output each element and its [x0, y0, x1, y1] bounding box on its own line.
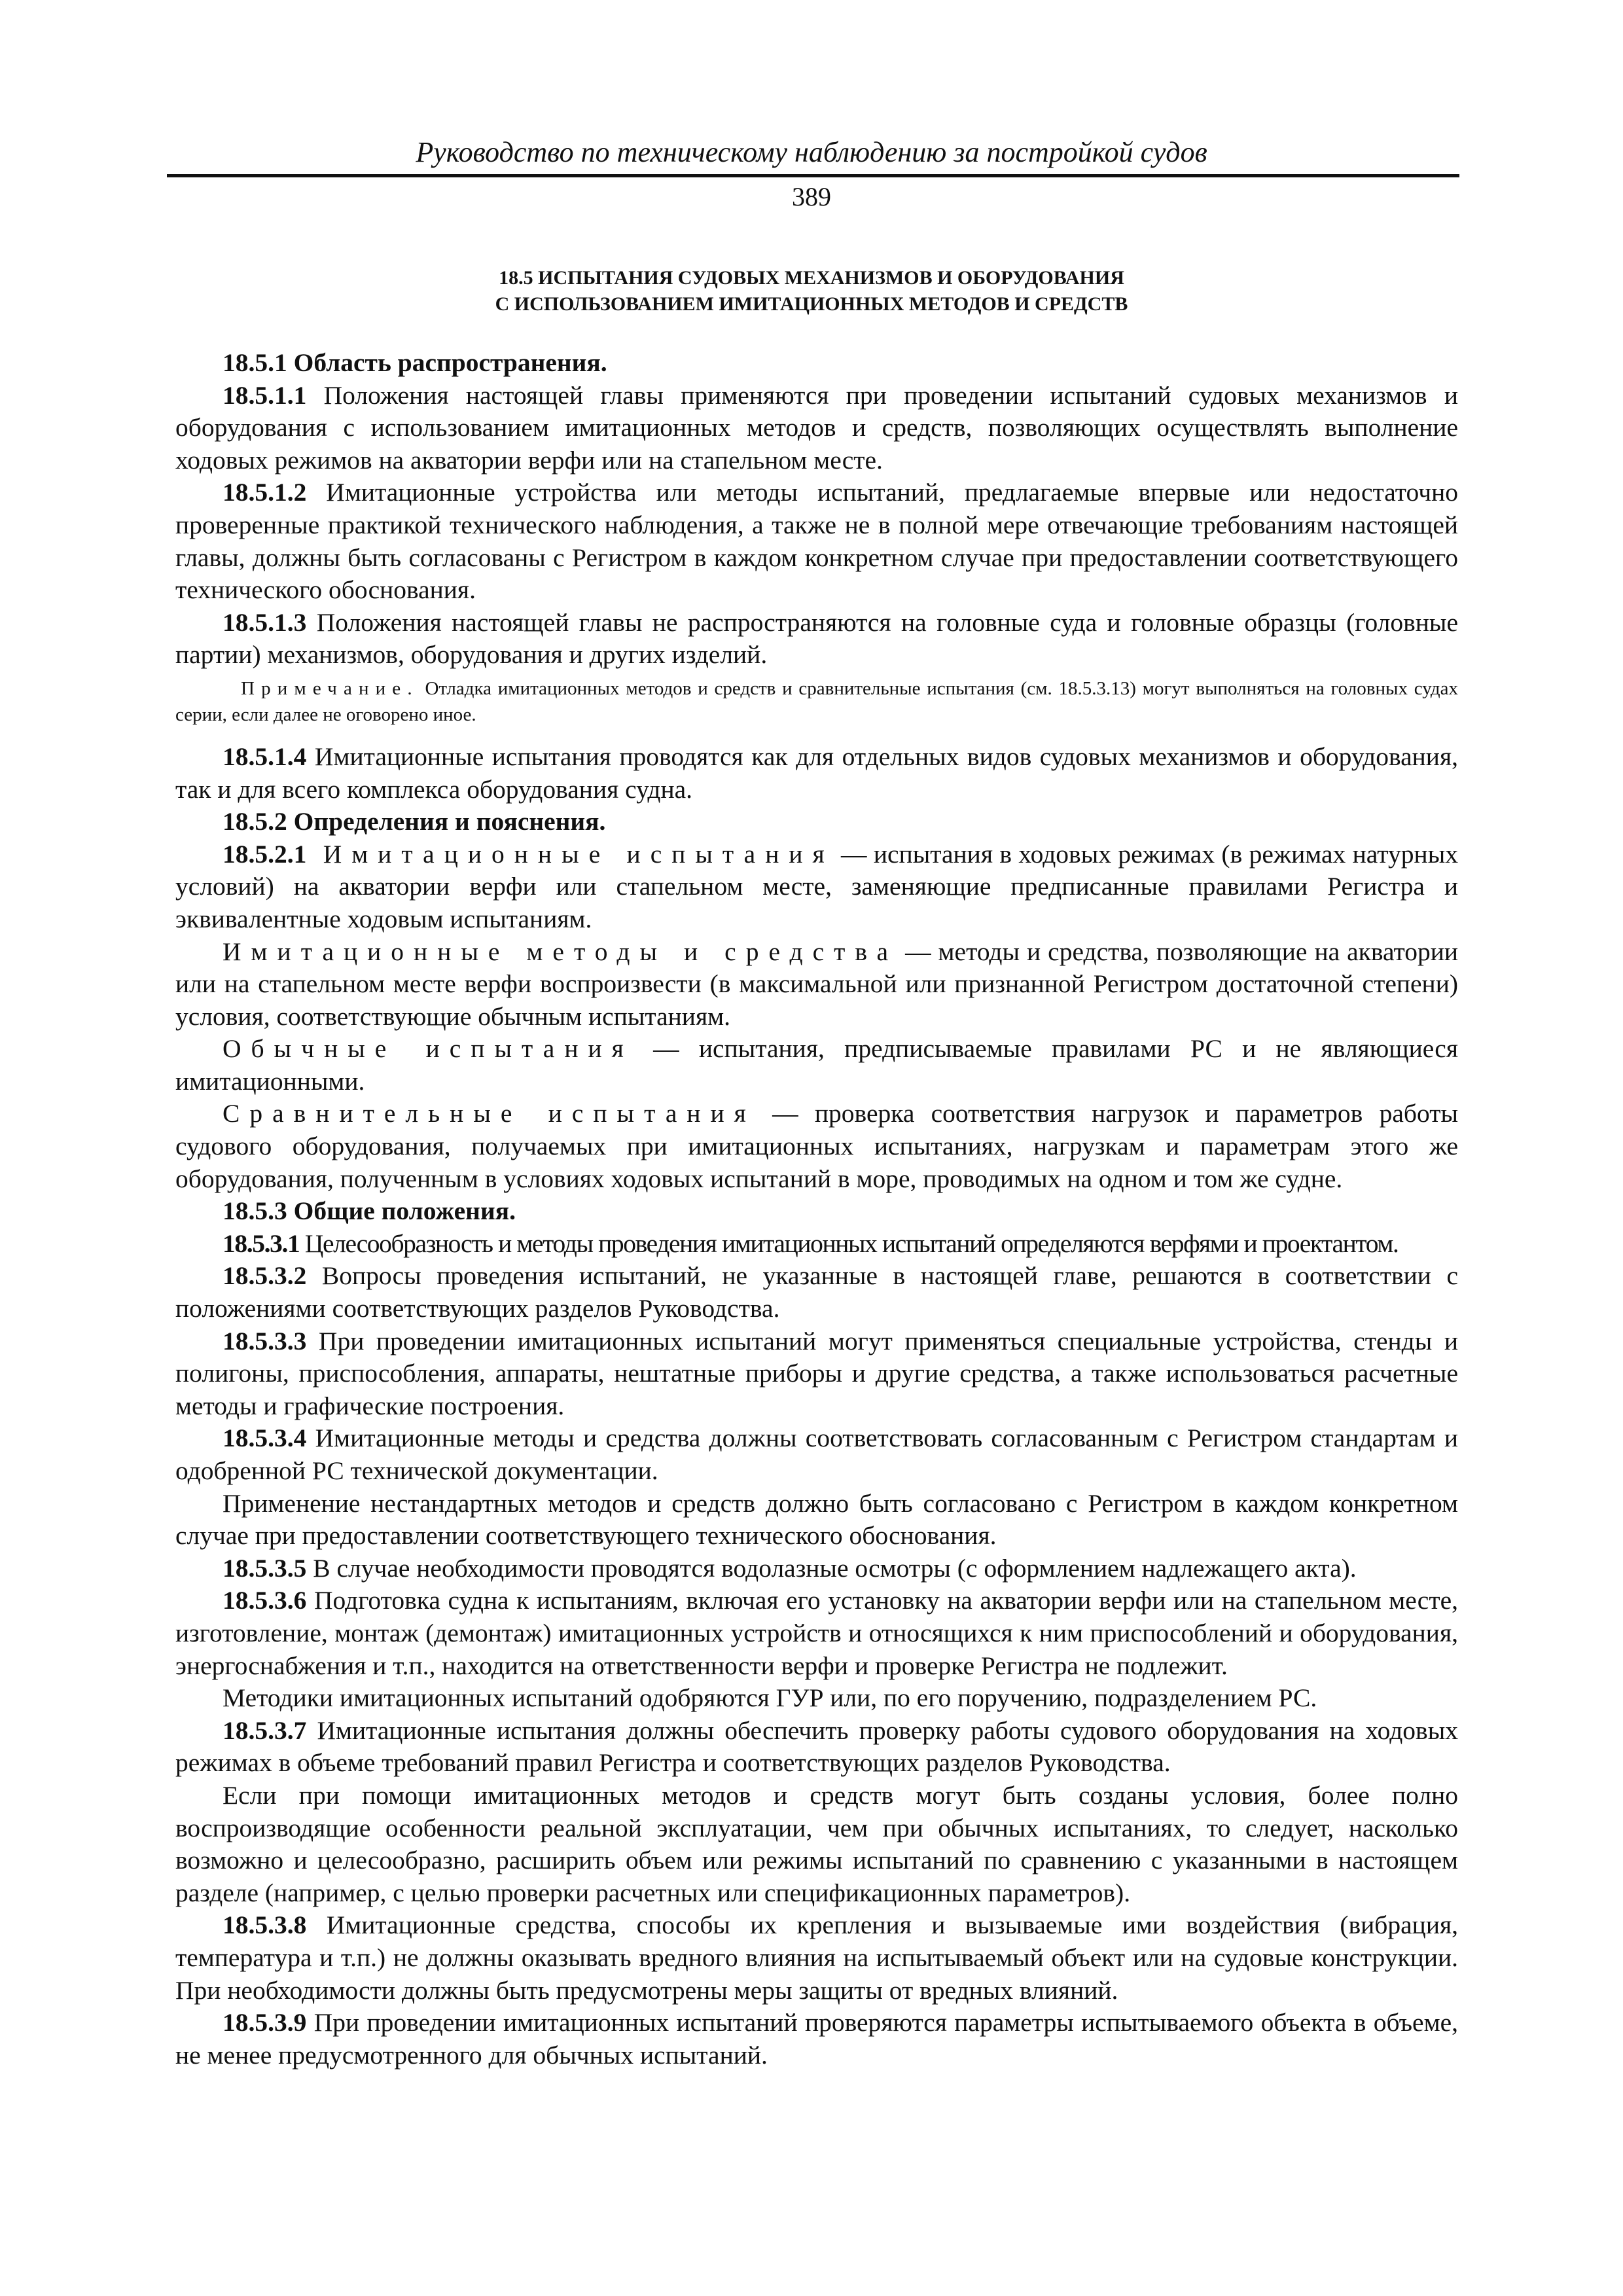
clause-text: Имитационные средства, способы их крепления и вызываемые ими воздействия (вибрация, температура и т.п.) не должны оказывать вредного влияния на испытываемый объект или на судовые конструкции. При необходимости должны быть предусмотрены меры защиты от вредных влияний. [175, 1910, 1458, 2005]
note-text: Отладка имитационных методов и средств и сравнительные испытания (см. 18.5.3.13) могут выполняться на головных судах серии, если далее не оговорено иное. [175, 677, 1458, 725]
clause-number: 18.5.3.5 [223, 1553, 307, 1583]
clause-text: Вопросы проведения испытаний, не указанные в настоящей главе, решаются в соответствии с положениями соответствующих разделов Руководства. [175, 1261, 1458, 1323]
definition-text: — методы и средства, позволяющие на акватории или на стапельном месте верфи воспроизвести (в максимальной или признанной Регистром достаточной степени) условия, соответствующие обычным испытаниям. [175, 937, 1458, 1031]
definition-ordinary-tests [175, 1033, 1458, 1098]
page-number: 389 [792, 182, 831, 211]
clause-number: 18.5.1.1 [223, 380, 307, 410]
clause-number: 18.5.3.6 [223, 1586, 307, 1615]
clause-18-5-1-1 [175, 380, 1458, 477]
clause-number: 18.5.3.3 [223, 1326, 307, 1355]
clause-number: 18.5.3.1 [223, 1229, 300, 1258]
clause-18-5-1-3 [175, 607, 1458, 672]
clause-number: 18.5.3.8 [223, 1910, 307, 1940]
clause-18-5-3-6 [175, 1585, 1458, 1682]
clause-text: В случае необходимости проводятся водолазные осмотры (с оформлением надлежащего акта). [306, 1553, 1357, 1583]
definition-comparative-tests [175, 1098, 1458, 1195]
clause-number: 18.5.3.4 [223, 1424, 307, 1453]
clause-text: Положения настоящей главы применяются при проведении испытаний судовых механизмов и оборудования с использованием имитационных методов и средств, позволяющих осуществлять выполнение ходовых режимов на акватории верфи или на стапельном месте. [175, 380, 1458, 475]
clause-number: 18.5.3.2 [223, 1261, 307, 1291]
page-body [175, 347, 1458, 2072]
definition-text: — испытания, предписываемые правилами РС и не являющиеся имитационными. [175, 1034, 1458, 1096]
clause-text: При проведении имитационных испытаний могут применяться специальные устройства, стенды и полигоны, приспособления, аппараты, нештатные приборы и другие средства, а также использоваться расчетные методы и графические построения. [175, 1326, 1458, 1420]
clause-18-5-3-6-continued: Методики имитационных испытаний одобряются ГУР или, по его поручению, подразделением РС. [223, 1683, 1317, 1713]
defined-term: Имитационные методы и средства [223, 937, 899, 966]
clause-18-5-3-5 [175, 1552, 1458, 1585]
clause-18-5-3-1 [175, 1228, 1458, 1261]
clause-text: — испытания в ходовых режимах (в режимах натурных условий) на акватории верфи или стапельном месте, заменяющие предписанные правилами Регистра и эквивалентные ходовым испытаниям. [175, 839, 1458, 933]
section-title-line-2: С ИСПОЛЬЗОВАНИЕМ ИМИТАЦИОННЫХ МЕТОДОВ И СРЕДСТВ [495, 293, 1128, 315]
clause-text: Имитационные испытания проводятся как для отдельных видов судовых механизмов и оборудования, так и для всего комплекса оборудования судна. [175, 742, 1458, 804]
clause-text: При проведении имитационных испытаний проверяются параметры испытываемого объекта в объеме, не менее предусмотренного для обычных испытаний. [175, 2008, 1458, 2070]
clause-text: Целесообразность и методы проведения имитационных испытаний определяются верфями и проектантом. [299, 1229, 1399, 1258]
definition-imitation-methods [175, 936, 1458, 1033]
clause-text: Подготовка судна к испытаниям, включая его установку на акватории верфи или на стапельном месте, изготовление, монтаж (демонтаж) имитационных устройств и относящихся к ним приспособлений и оборудования, энергоснабжения и т.п., находится на ответственности верфи и проверке Регистра не подлежит. [175, 1586, 1458, 1680]
clause-18-5-3-4 [175, 1422, 1458, 1487]
clause-18-5-2-1 [175, 838, 1458, 936]
clause-number: 18.5.1.2 [223, 478, 307, 507]
clause-text: Положения настоящей главы не распространяются на головные суда и головные образцы (головные партии) механизмов, оборудования и других изделий. [175, 607, 1458, 670]
defined-term: Имитационные испытания [306, 839, 834, 869]
clause-18-5-3-7 [175, 1715, 1458, 1780]
clause-number: 18.5.3.7 [223, 1715, 307, 1745]
clause-number: 18.5.2.1 [223, 839, 307, 869]
clause-18-5-3-3 [175, 1325, 1458, 1423]
header-rule [167, 174, 1459, 177]
clause-text: Имитационные испытания должны обеспечить проверку работы судового оборудования на ходовых режимах в объеме требований правил Регистра и соответствующих разделов Руководства. [175, 1715, 1458, 1778]
section-title [167, 265, 1456, 317]
clause-18-5-1-4 [175, 741, 1458, 806]
clause-18-5-3-9 [175, 2007, 1458, 2072]
clause-text: Имитационные методы и средства должны соответствовать согласованным с Регистром стандартам и одобренной РС технической документации. [175, 1424, 1458, 1485]
clause-text: Имитационные устройства или методы испытаний, предлагаемые впервые или недостаточно проверенные практикой технического наблюдения, а также не в полной мере отвечающие требованиям настоящей главы, должны быть согласованы с Регистром в каждом конкретном случае при предоставлении соответствующего технического обоснования. [175, 478, 1458, 605]
subsection-heading: 18.5.2 Определения и пояснения. [223, 807, 606, 836]
subsection-heading: 18.5.1 Область распространения. [223, 348, 607, 377]
section-title-line-1: 18.5 ИСПЫТАНИЯ СУДОВЫХ МЕХАНИЗМОВ И ОБОРУДОВАНИЯ [499, 267, 1124, 289]
clause-number: 18.5.1.4 [223, 742, 307, 771]
clause-18-5-3-7-continued: Если при помощи имитационных методов и средств могут быть созданы условия, более полно воспроизводящие особенности реальной эксплуатации, чем при обычных испытаниях, то следует, насколько возможно и целесообразно, расширить объем или режимы испытаний по сравнению с указанными в настоящем разделе (например, с целью проверки расчетных или спецификационных параметров). [175, 1780, 1458, 1907]
running-header: Руководство по техническому наблюдению за постройкой судов [416, 136, 1207, 168]
clause-18-5-1-2 [175, 476, 1458, 606]
defined-term: Обычные испытания [223, 1034, 633, 1064]
defined-term: Сравнительные испытания [223, 1099, 756, 1128]
clause-number: 18.5.3.9 [223, 2008, 307, 2037]
clause-18-5-3-2 [175, 1260, 1458, 1325]
subsection-heading: 18.5.3 Общие положения. [223, 1196, 516, 1226]
clause-18-5-3-4-continued: Применение нестандартных методов и средств должно быть согласовано с Регистром в каждом конкретном случае при предоставлении соответствующего технического обоснования. [175, 1488, 1458, 1551]
clause-18-5-3-8 [175, 1909, 1458, 2007]
definition-text: — проверка соответствия нагрузок и параметров работы судового оборудования, получаемых при имитационных испытаниях, нагрузкам и параметрам этого же оборудования, полученным в условиях ходовых испытаний в море, проводимых на одном и том же судне. [175, 1099, 1458, 1193]
note-label: Примечание. [241, 677, 419, 699]
note [175, 675, 1458, 728]
clause-number: 18.5.1.3 [223, 607, 307, 637]
